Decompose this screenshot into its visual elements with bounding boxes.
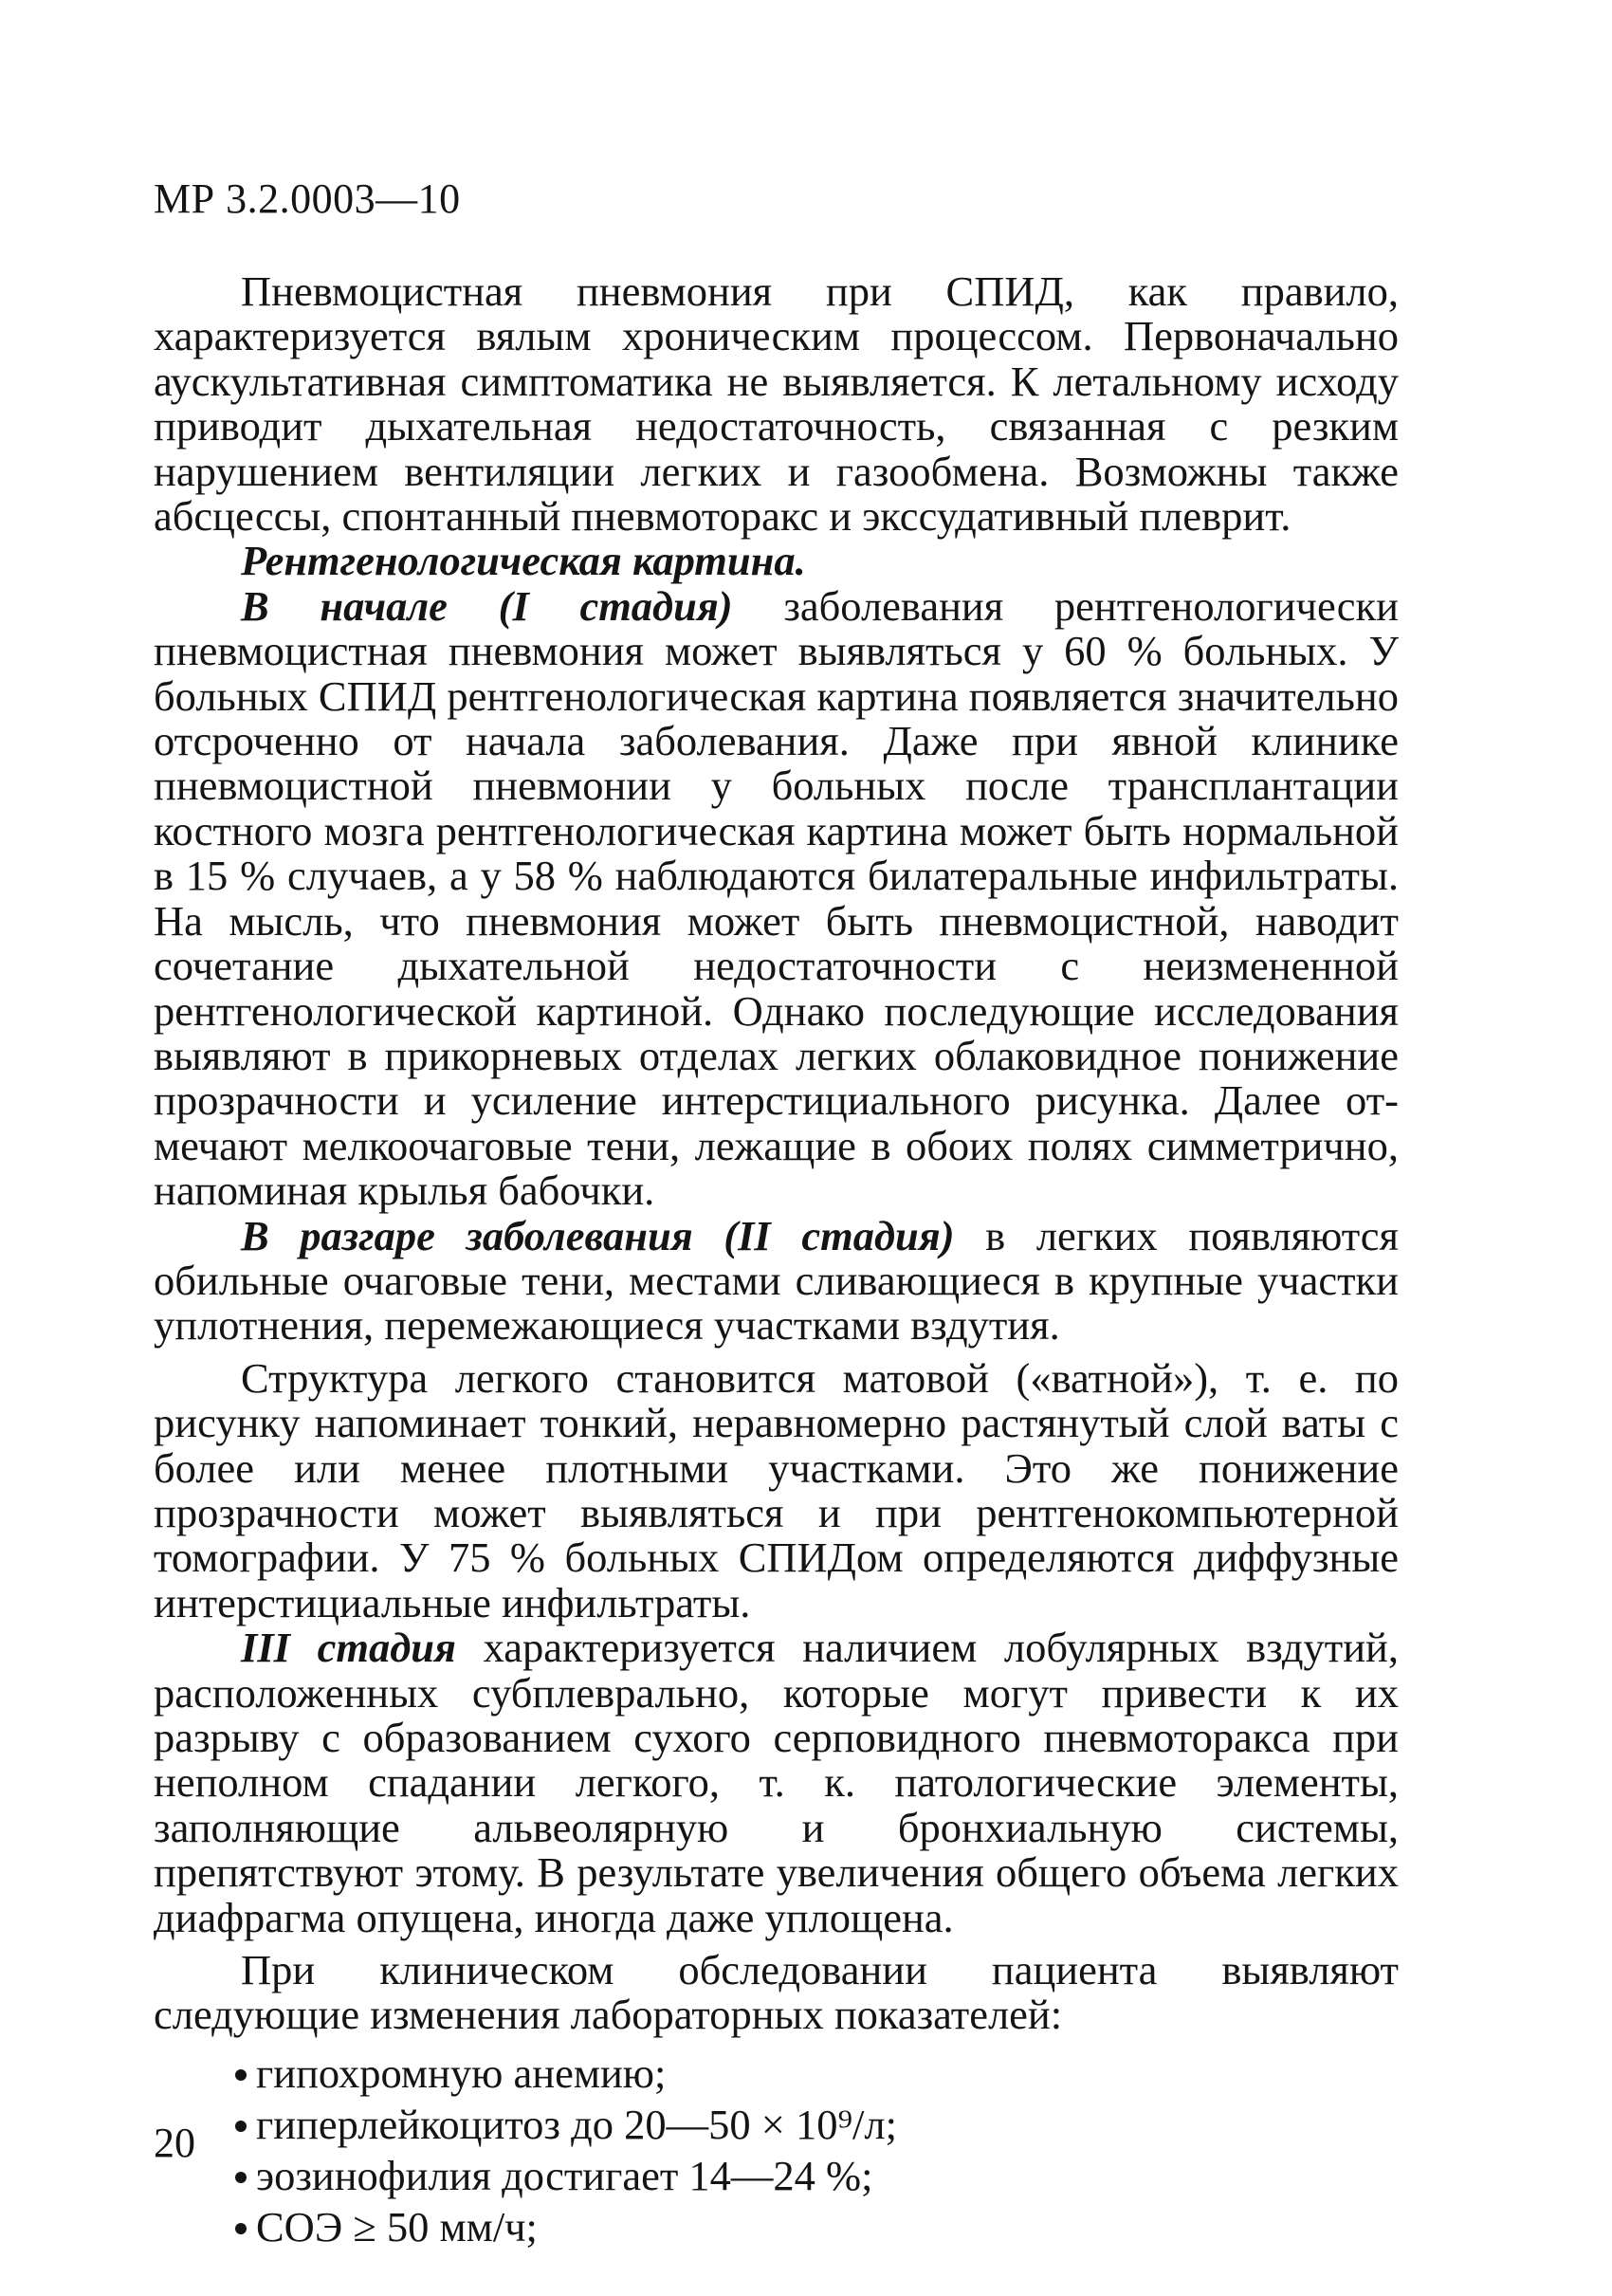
page-number: 20: [154, 2120, 195, 2166]
stage-1-label: В начале (I стадия): [241, 581, 733, 630]
paragraph-intro: Пневмоцистная пневмония при СПИД, как правило, характеризуется вялым хроническим процессом. Первоначально аускультативная симптоматика не выявляется. К летальному исходу приводит дыхательная недостаточность, связанная с резким нарушением вентиляции легких и газообмена. Возможны также абсцессы, спонтанный пневмоторакс и экссудативный плеврит.: [154, 267, 1399, 541]
bullet-icon: [235, 2121, 247, 2132]
list-item: [235, 2203, 1399, 2250]
stage-2-text: в легких появляются обильные очаговые тени, местами сливающиеся в крупные участки уплотнения, перемежающиеся участками вздутия.: [154, 1211, 1399, 1350]
bullet-icon: [235, 2172, 247, 2183]
lab-findings-list: [154, 2049, 1399, 2250]
section-heading-xray: Рентгенологическая картина.: [241, 537, 806, 585]
list-item-text: СОЭ ≥ 50 мм/ч;: [256, 2202, 538, 2250]
stage-3-text: характеризуется наличием лобулярных вздутий, расположенных субплеврально, которые могут привести к их разрыву с образованием сухого серповидного пневмоторакса при неполном спадании легкого, т. к. патологические элементы, заполняющие альвеолярную и бронхиальную системы, препятствуют этому. В результате увеличения общего объема легких диафрагма опущена, иногда даже уплощена.: [154, 1624, 1399, 1941]
bullet-icon: [235, 2223, 247, 2234]
list-item-text: гиперлейкоцитоз до 20—50 × 10⁹/л;: [256, 2100, 897, 2148]
list-item: [235, 2152, 1399, 2199]
document-body: [154, 269, 1399, 2254]
paragraph-stage-2: [154, 1211, 1399, 1350]
list-item-text: эозинофилия достигает 14—24 %;: [256, 2151, 873, 2199]
paragraph-clinical: При клиническом обследовании пациента выявляют следующие изменения лабораторных показателей:: [154, 1946, 1399, 2039]
list-item: [235, 2101, 1399, 2148]
bullet-icon: [235, 2069, 247, 2081]
stage-3-label: III стадия: [241, 1624, 456, 1672]
stage-1-text: заболевания рентгенологически пневмоцистная пневмония может выявляться у 60 % больных. У больных СПИД рентгенологическая картина появляется значительно отсроченно от начала заболевания. Даже при явной клинике пневмоцистной пневмонии у больных после трансплантации костного мозга рентгенологическая картина может быть нормальной в 15 % случаев, а у 58 % наблюдаются билатеральные инфильтраты. На мысль, что пневмония может быть пневмоцистной, наводит сочетание дыхательной недостаточности с неизмененной рентгенологической картиной. Однако последующие исследования выявляют в прикорневых отделах легких облаковидное понижение прозрачности и усиление интерстициального рисунка. Далее отмечают мелкоочаговые тени, лежащие в обоих полях симметрично, напоминая крылья бабочки.: [154, 581, 1399, 1215]
paragraph-stage-1: [154, 581, 1399, 1215]
paragraph-structure: Структура легкого становится матовой («ватной»), т. е. по рисунку напоминает тонкий, неравномерно растянутый слой ваты с более или менее плотными участками. Это же понижение прозрачности может выявляться и при рентгенокомпьютерной томографии. У 75 % больных СПИДом определяются диффузные интерстициальные инфильтраты.: [154, 1353, 1399, 1626]
stage-2-label: В разгаре заболевания (II стадия): [241, 1211, 955, 1259]
list-item-text: гипохромную анемию;: [256, 2048, 667, 2097]
list-item: [235, 2049, 1399, 2097]
document-header: МР 3.2.0003—10: [154, 175, 461, 222]
paragraph-stage-3: [154, 1626, 1399, 1940]
